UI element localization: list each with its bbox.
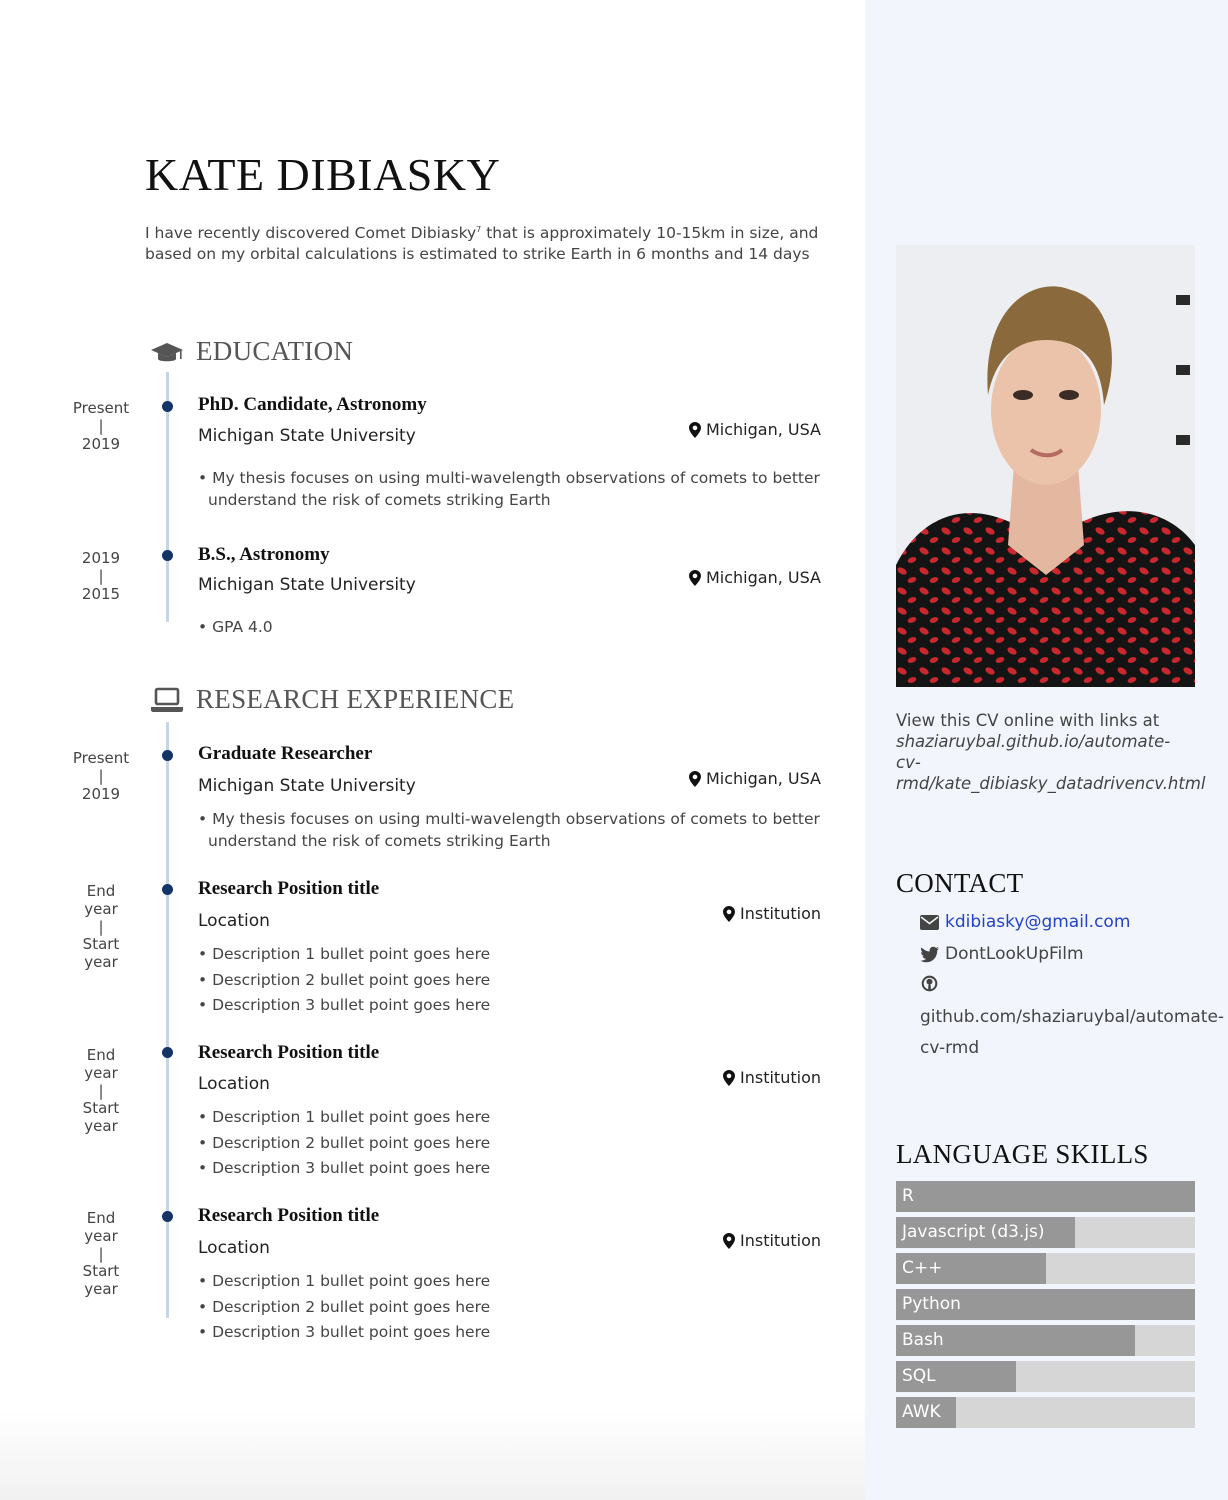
cv-online-note: [896, 710, 1226, 794]
timeline-line: [166, 722, 169, 1318]
bullet-text: Description 1 bullet point goes here: [212, 1108, 491, 1126]
start-date: Start year: [82, 1262, 120, 1298]
start-date: Start year: [82, 1099, 120, 1135]
entry-location: [723, 1231, 821, 1250]
location-text: Institution: [740, 1231, 821, 1250]
end-date: 2019: [81, 549, 121, 567]
twitter-handle: DontLookUpFilm: [945, 944, 1084, 964]
timeline-dot: [162, 401, 173, 412]
entry-institution: Location: [198, 1074, 270, 1094]
entry-location: [689, 568, 821, 587]
bullet-item: • Description 1 bullet point goes here: [198, 1108, 491, 1126]
entry-dates: [60, 1210, 142, 1298]
envelope-icon: [920, 914, 939, 931]
github-icon-row: [920, 975, 939, 992]
bullet-item: • Description 3 bullet point goes here: [198, 1323, 491, 1341]
start-date: 2019: [81, 435, 121, 453]
start-date: 2015: [81, 585, 121, 603]
date-separator: |: [98, 1245, 104, 1263]
map-pin-icon: [723, 906, 735, 922]
entry-dates: [60, 399, 142, 453]
skill-bar-fill: [896, 1181, 1195, 1212]
contact-twitter[interactable]: [920, 944, 1084, 964]
laptop-icon: [150, 686, 184, 714]
location-text: Institution: [740, 1068, 821, 1087]
end-date: Present: [72, 399, 130, 417]
entry-institution: Michigan State University: [198, 426, 416, 446]
intro-text-part: I have recently discovered Comet Dibiasky: [145, 224, 477, 243]
bullet-item: • Description 1 bullet point goes here: [198, 945, 491, 963]
entry-institution: Michigan State University: [198, 776, 416, 796]
entry-location: [689, 420, 821, 439]
graduation-cap-icon: [150, 338, 184, 366]
twitter-icon: [920, 946, 939, 963]
github-link[interactable]: github.com/shaziaruybal/automate-: [920, 1007, 1225, 1027]
cv-url-line[interactable]: rmd/kate_dibiasky_datadrivencv.html: [896, 774, 1206, 793]
skill-bar: [896, 1217, 1195, 1248]
entry-bullets: [198, 1269, 838, 1346]
entry-location: [723, 904, 821, 923]
entry-title: Research Position title: [198, 878, 380, 899]
map-pin-icon: [689, 771, 701, 787]
contact-heading: CONTACT: [896, 868, 1024, 898]
bullet-item: • Description 1 bullet point goes here: [198, 1272, 491, 1290]
bullet-item: • Description 3 bullet point goes here: [198, 996, 491, 1014]
date-separator: |: [98, 417, 104, 435]
end-date: End year: [84, 1209, 118, 1245]
intro-text: [145, 220, 825, 264]
skill-bar: [896, 1181, 1195, 1212]
bullet-text: My thesis focuses on using multi-wavelength observations of comets to better understand the risk of comets striking Earth: [208, 810, 820, 850]
bullet-text: GPA 4.0: [212, 618, 273, 636]
entry-location: [723, 1068, 821, 1087]
entry-dates: [60, 1047, 142, 1135]
skill-bar: [896, 1397, 1195, 1428]
github-link[interactable]: cv-rmd: [920, 1038, 980, 1058]
timeline-dot: [162, 550, 173, 561]
entry-bullets: [198, 1105, 838, 1182]
bullet-item: • Description 2 bullet point goes here: [198, 1297, 491, 1316]
profile-photo: [896, 245, 1195, 687]
bullet-text: Description 1 bullet point goes here: [212, 1272, 491, 1290]
skill-name: Bash: [902, 1330, 944, 1350]
location-text: Michigan, USA: [705, 568, 821, 587]
bullet-text: Description 1 bullet point goes here: [212, 945, 491, 963]
skill-bar: [896, 1361, 1195, 1392]
entry-title: B.S., Astronomy: [198, 544, 330, 565]
entry-title: Research Position title: [198, 1042, 380, 1063]
timeline-dot: [162, 750, 173, 761]
entry-title: Research Position title: [198, 1205, 380, 1226]
entry-dates: [60, 883, 142, 971]
skill-bar: [896, 1325, 1195, 1356]
section-title: EDUCATION: [196, 336, 354, 366]
entry-title: Graduate Researcher: [198, 743, 373, 764]
entry-dates: [60, 749, 142, 803]
education-heading: [150, 336, 353, 367]
skill-name: SQL: [902, 1366, 936, 1386]
entry-title: PhD. Candidate, Astronomy: [198, 394, 427, 415]
cv-url-line[interactable]: shaziaruybal.github.io/automate-: [896, 732, 1171, 751]
entry-bullets: [198, 808, 838, 852]
start-date: 2019: [81, 785, 121, 803]
timeline-dot: [162, 884, 173, 895]
start-date: Start year: [82, 935, 120, 971]
skill-name: AWK: [902, 1402, 941, 1422]
bullet-item: • Description 2 bullet point goes here: [198, 970, 491, 989]
cv-note-text: View this CV online with links at: [896, 711, 1160, 730]
bullet-text: My thesis focuses on using multi-wavelength observations of comets to better understand the risk of comets striking Earth: [208, 469, 820, 509]
date-separator: |: [98, 918, 104, 936]
research-heading: [150, 684, 514, 715]
bullet-item: • My thesis focuses on using multi-wavelength observations of comets to better understand the risk of comets striking Earth: [198, 810, 820, 850]
date-separator: |: [98, 1082, 104, 1100]
location-text: Institution: [740, 904, 821, 923]
entry-institution: Michigan State University: [198, 575, 416, 595]
email-link[interactable]: kdibiasky@gmail.com: [945, 912, 1131, 932]
end-date: End year: [84, 882, 118, 918]
location-text: Michigan, USA: [705, 769, 821, 788]
date-separator: |: [98, 567, 104, 585]
cv-url-line[interactable]: cv-: [896, 753, 921, 772]
contact-email[interactable]: [920, 912, 1130, 932]
skill-bar: [896, 1289, 1195, 1320]
github-icon: [920, 975, 939, 992]
date-separator: |: [98, 767, 104, 785]
map-pin-icon: [723, 1233, 735, 1249]
page-title: KATE DIBIASKY: [145, 149, 501, 200]
footnote-mark: 7: [476, 225, 482, 234]
map-pin-icon: [689, 422, 701, 438]
entry-dates: [60, 549, 142, 603]
map-pin-icon: [689, 570, 701, 586]
entry-bullets: [198, 615, 838, 641]
bullet-item: • GPA 4.0: [198, 618, 273, 636]
bullet-text: Description 2 bullet point goes here: [212, 1297, 491, 1316]
end-date: Present: [72, 749, 130, 767]
entry-bullets: [198, 942, 838, 1019]
intro-text-part: that is approximately 10-15km in size, and based on my orbital calculations is estimated to strike Earth in 6 months and 14 days: [145, 224, 819, 263]
entry-bullets: [198, 467, 838, 511]
timeline-dot: [162, 1047, 173, 1058]
bullet-text: Description 3 bullet point goes here: [212, 996, 491, 1014]
bullet-text: Description 2 bullet point goes here: [212, 970, 491, 989]
bullet-item: • My thesis focuses on using multi-wavelength observations of comets to better understand the risk of comets striking Earth: [198, 469, 820, 509]
map-pin-icon: [723, 1070, 735, 1086]
bullet-item: • Description 3 bullet point goes here: [198, 1159, 491, 1177]
skill-name: R: [902, 1186, 914, 1206]
skill-name: Javascript (d3.js): [902, 1222, 1045, 1242]
entry-institution: Location: [198, 911, 270, 931]
bullet-text: Description 3 bullet point goes here: [212, 1323, 491, 1341]
timeline-dot: [162, 1211, 173, 1222]
language-skills-heading: LANGUAGE SKILLS: [896, 1139, 1149, 1169]
end-date: End year: [84, 1046, 118, 1082]
section-title: RESEARCH EXPERIENCE: [196, 684, 515, 714]
entry-location: [689, 769, 821, 788]
bullet-text: Description 3 bullet point goes here: [212, 1159, 491, 1177]
entry-institution: Location: [198, 1238, 270, 1258]
bullet-item: • Description 2 bullet point goes here: [198, 1133, 491, 1152]
skill-bar: [896, 1253, 1195, 1284]
bullet-text: Description 2 bullet point goes here: [212, 1133, 491, 1152]
skill-name: Python: [902, 1294, 961, 1314]
skill-name: C++: [902, 1258, 943, 1278]
location-text: Michigan, USA: [705, 420, 821, 439]
